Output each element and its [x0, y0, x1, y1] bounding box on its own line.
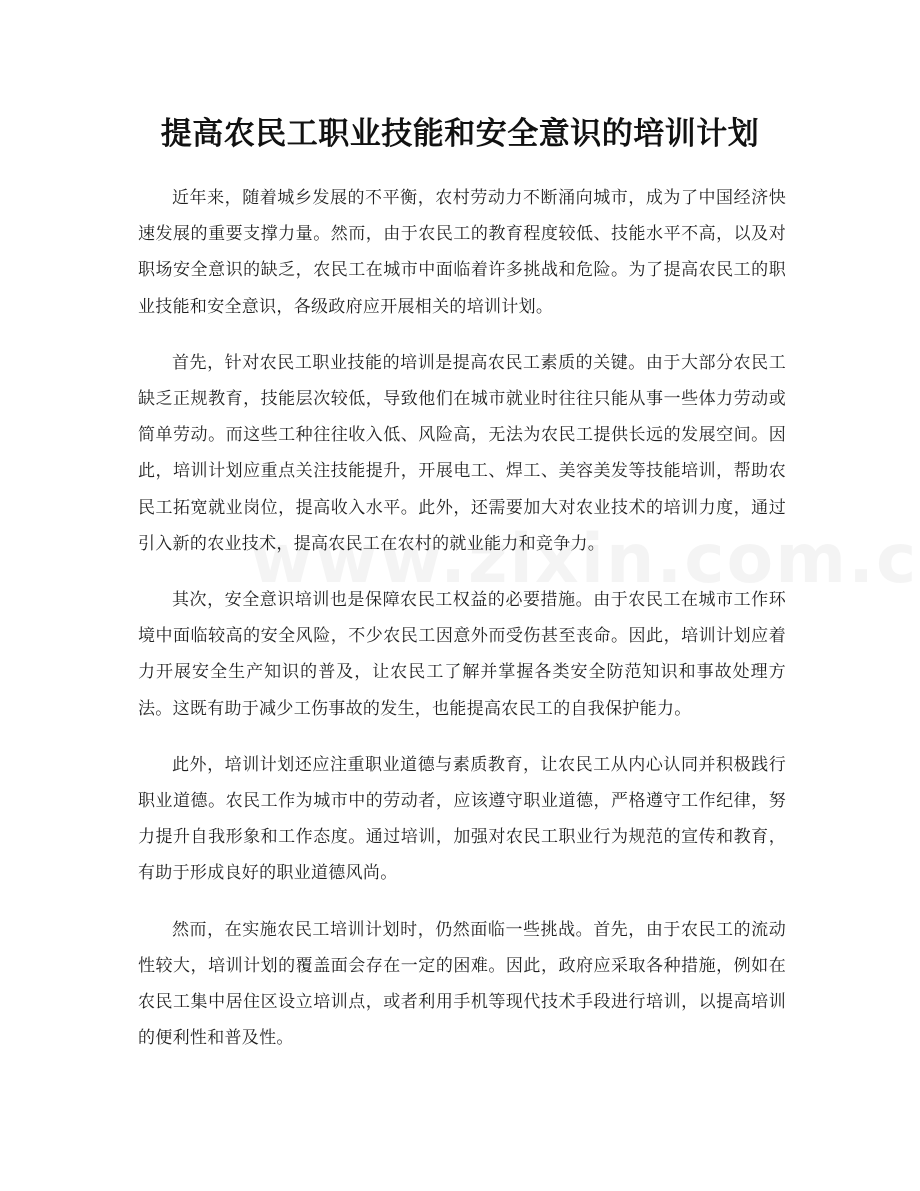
paragraph-3: 其次，安全意识培训也是保障农民工权益的必要措施。由于农民工在城市工作环境中面临较高的安全风险，不少农民工因意外而受伤甚至丧命。因此，培训计划应着力开展安全生产知识的普及，让农民工了解并掌握各类安全防范知识和事故处理方法。这既有助于减少工伤事故的发生，也能提高农民工的自我保护能力。 [138, 590, 786, 719]
paragraph-4: 此外，培训计划还应注重职业道德与素质教育，让农民工从内心认同并积极践行职业道德。农民工作为城市中的劳动者，应该遵守职业道德，严格遵守工作纪律，努力提升自我形象和工作态度。通过培训，加强对农民工职业行为规范的宣传和教育，有助于形成良好的职业道德风尚。 [138, 754, 786, 884]
paragraph-2: 首先，针对农民工职业技能的培训是提高农民工素质的关键。由于大部分农民工缺乏正规教育，技能层次较低，导致他们在城市就业时往往只能从事一些体力劳动或简单劳动。而这些工种往往收入低、风险高，无法为农民工提供长远的发展空间。因此，培训计划应重点关注技能提升，开展电工、焊工、美容美发等技能培训，帮助农民工拓宽就业岗位，提高收入水平。此外，还需要加大对农业技术的培训力度，通过引入新的农业技术，提高农民工在农村的就业能力和竞争力。 [138, 352, 786, 554]
document-body [138, 180, 786, 1076]
paragraph-1: 近年来，随着城乡发展的不平衡，农村劳动力不断涌向城市，成为了中国经济快速发展的重要支撑力量。然而，由于农民工的教育程度较低、技能水平不高，以及对职场安全意识的缺乏，农民工在城市中面临着许多挑战和危险。为了提高农民工的职业技能和安全意识，各级政府应开展相关的培训计划。 [138, 188, 786, 317]
paragraph-5: 然而，在实施农民工培训计划时，仍然面临一些挑战。首先，由于农民工的流动性较大，培训计划的覆盖面会存在一定的困难。因此，政府应采取各种措施，例如在农民工集中居住区设立培训点，或者利用手机等现代技术手段进行培训，以提高培训的便利性和普及性。 [138, 919, 786, 1049]
document-title: 提高农民工职业技能和安全意识的培训计划 [160, 116, 760, 152]
